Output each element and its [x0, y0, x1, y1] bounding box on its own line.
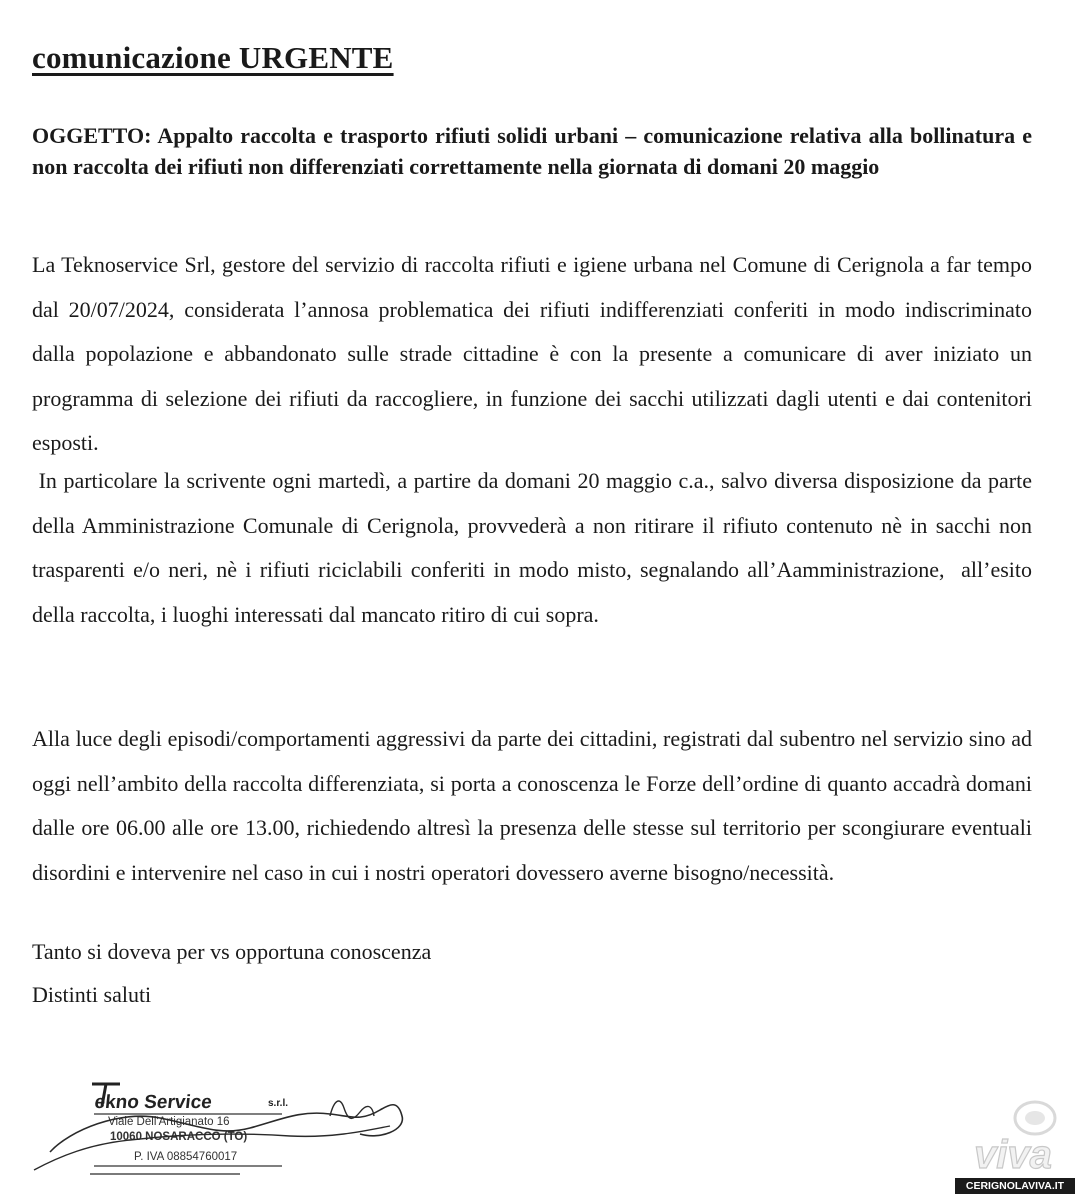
salutation: Distinti saluti: [32, 982, 152, 1007]
viva-logo-icon: [959, 1096, 1071, 1176]
svg-text:P. IVA 08854760017: P. IVA 08854760017: [134, 1151, 238, 1163]
svg-text:10060 NOSARACCO (TO): 10060 NOSARACCO (TO): [110, 1131, 248, 1143]
subject-line: OGGETTO: Appalto raccolta e trasporto rifiuti solidi urbani – comunicazione relativa alla bollinatura e non raccolta dei rifiuti non differenziati correttamente nella giornata di domani 20 maggio: [32, 123, 1032, 179]
watermark-site: CERIGNOLAVIVA.IT: [955, 1178, 1075, 1194]
viva-watermark: [955, 1094, 1075, 1194]
paragraph-3: [32, 717, 1032, 895]
svg-text:s.r.l.: s.r.l.: [268, 1098, 289, 1109]
paragraph-2: [32, 459, 1038, 637]
svg-text:viva: viva: [974, 1133, 1052, 1176]
paragraph-1: [32, 243, 1032, 466]
svg-text:Viale Dell'Artigianato 16: Viale Dell'Artigianato 16: [108, 1116, 230, 1128]
paragraph-text: La Teknoservice Srl, gestore del servizio di raccolta rifiuti e igiene urbana nel Comune di Cerignola a far tempo dal 20/07/2024, considerata l’annosa problematica dei rifiuti indifferenziati conferiti in modo indiscriminato dalla popolazione e abbandonato sulle strade cittadine è con la presente a comunicare di aver iniziato un programma di selezione dei rifiuti da raccogliere, in funzione dei sacchi utilizzati dagli utenti e dai contenitori esposti.: [32, 252, 1032, 455]
document-heading: comunicazione URGENTE: [32, 40, 394, 75]
svg-text:ekno Service: ekno Service: [93, 1092, 213, 1113]
closing-line: Tanto si doveva per vs opportuna conoscenza: [32, 939, 432, 964]
paragraph-text: In particolare la scrivente ogni martedì, a partire da domani 20 maggio c.a., salvo diversa disposizione da parte della Amministrazione Comunale di Cerignola, provvederà a non ritirare il rifiuto contenuto nè in sacchi non trasparenti e/o neri, nè i rifiuti riciclabili conferiti in modo misto, segnalando all’Aamministrazione, all’esito della raccolta, i luoghi interessati dal mancato ritiro di cui sopra.: [32, 468, 1038, 627]
paragraph-text: Alla luce degli episodi/comportamenti aggressivi da parte dei cittadini, registrati dal subentro nel servizio sino ad oggi nell’ambito della raccolta differenziata, si porta a conoscenza le Forze dell’ordine di quanto accadrà domani dalle ore 06.00 alle ore 13.00, richiedendo altresì la presenza delle stesse sul territorio per scongiurare eventuali disordini e intervenire nel caso in cui i nostri operatori dovessero averne bisogno/necessità.: [32, 726, 1032, 885]
company-stamp-signature: [30, 1070, 430, 1190]
